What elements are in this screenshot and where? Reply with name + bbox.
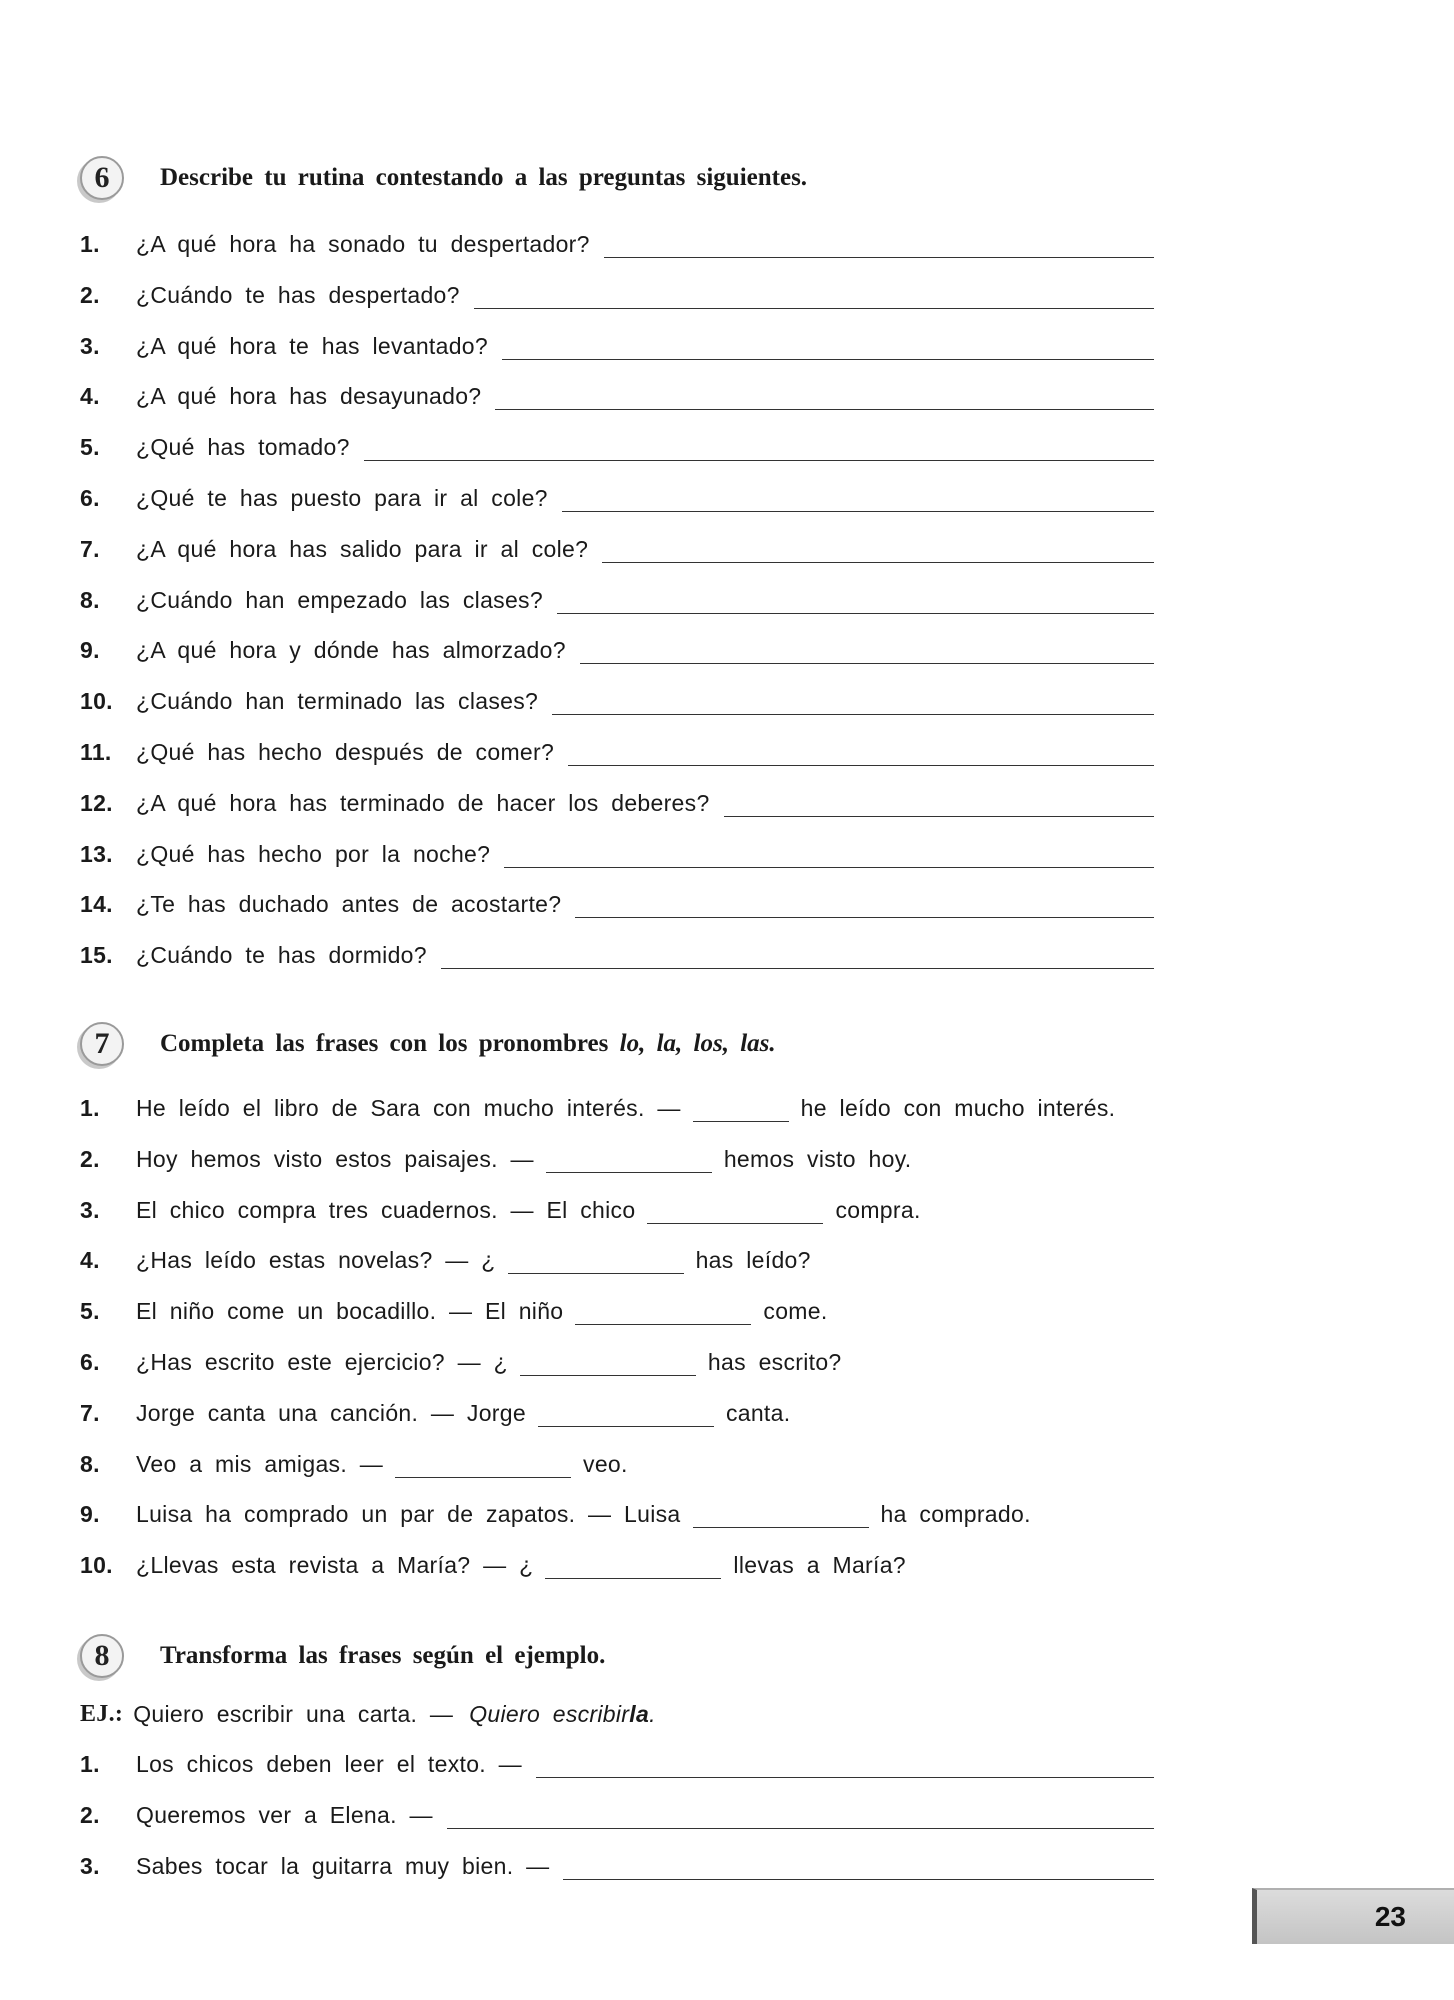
example-text: Quiero escribir una carta. — xyxy=(133,1701,454,1727)
answer-line[interactable] xyxy=(447,1798,1154,1829)
sentence-before: ¿Has leído estas novelas? — ¿ xyxy=(136,1247,496,1274)
answer-line[interactable] xyxy=(504,837,1154,868)
answer-line[interactable] xyxy=(557,583,1154,614)
item-number: 2. xyxy=(80,1145,100,1172)
question-row xyxy=(80,722,1154,766)
exercise-6-title: Describe tu rutina contestando a las preguntas siguientes. xyxy=(160,164,808,191)
question-row xyxy=(80,620,1154,664)
sentence-before: ¿Llevas esta revista a María? — ¿ xyxy=(136,1552,534,1579)
item-number: 15. xyxy=(80,942,113,969)
transform-row xyxy=(80,1836,1154,1880)
fill-blank[interactable] xyxy=(693,1503,869,1528)
sentence-after: compra. xyxy=(835,1196,921,1223)
fill-blank[interactable] xyxy=(575,1300,751,1325)
item-number: 6. xyxy=(80,1349,100,1375)
item-number: 9. xyxy=(80,1501,100,1528)
question-row xyxy=(80,417,1154,461)
sentence-after: has escrito? xyxy=(707,1349,842,1375)
sentence-row xyxy=(80,1484,1154,1528)
item-number: 6. xyxy=(80,485,100,511)
fill-blank[interactable] xyxy=(520,1351,696,1376)
question-text: ¿A qué hora has desayunado? xyxy=(136,383,482,410)
sentence-row xyxy=(80,1180,1154,1224)
question-row xyxy=(80,824,1154,868)
answer-line[interactable] xyxy=(364,430,1154,461)
example-answer-bold: la xyxy=(629,1701,650,1727)
question-row xyxy=(80,925,1154,969)
item-number: 3. xyxy=(80,1852,100,1879)
fill-blank[interactable] xyxy=(395,1453,571,1478)
item-number: 2. xyxy=(80,281,100,308)
question-row xyxy=(80,214,1154,258)
answer-line[interactable] xyxy=(495,379,1154,410)
fill-blank[interactable] xyxy=(538,1402,714,1427)
exercise-8-header xyxy=(80,1632,605,1680)
sentence-before: Hoy hemos visto estos paisajes. — xyxy=(136,1145,534,1172)
page-number-tab xyxy=(1252,1888,1454,1944)
item-number: 12. xyxy=(80,789,113,816)
question-text: ¿Cuándo han terminado las clases? xyxy=(136,688,539,715)
exercise-7-title-pronouns: lo, la, los, las. xyxy=(619,1030,776,1057)
answer-line[interactable] xyxy=(536,1747,1154,1778)
fill-blank[interactable] xyxy=(545,1554,721,1579)
question-row xyxy=(80,773,1154,817)
item-number: 9. xyxy=(80,637,100,664)
question-text: ¿Qué has tomado? xyxy=(136,434,350,461)
question-row xyxy=(80,316,1154,360)
exercise-7-header xyxy=(80,1020,776,1068)
sentence-after: he leído con mucho interés. xyxy=(800,1095,1116,1121)
item-number: 4. xyxy=(80,1247,100,1274)
sentence-before: Luisa ha comprado un par de zapatos. — Luisa xyxy=(136,1501,681,1528)
transform-row xyxy=(80,1785,1154,1829)
sentence-text: Sabes tocar la guitarra muy bien. — xyxy=(136,1852,550,1879)
question-row xyxy=(80,366,1154,410)
sentence-after: llevas a María? xyxy=(733,1552,906,1579)
item-number: 7. xyxy=(80,1399,100,1426)
sentence-before: ¿Has escrito este ejercicio? — ¿ xyxy=(136,1349,508,1375)
sentence-after: veo. xyxy=(583,1450,628,1477)
sentence-row xyxy=(80,1383,1154,1427)
question-row xyxy=(80,519,1154,563)
transform-row xyxy=(80,1734,1154,1778)
item-number: 1. xyxy=(80,1095,100,1121)
sentence-before: He leído el libro de Sara con mucho interés. — xyxy=(136,1095,681,1121)
sentence-text: Los chicos deben leer el texto. — xyxy=(136,1751,522,1777)
answer-line[interactable] xyxy=(724,786,1154,817)
sentence-after: come. xyxy=(763,1298,828,1325)
page-number: 23 xyxy=(1374,1901,1406,1932)
question-row xyxy=(80,468,1154,512)
question-text: ¿A qué hora te has levantado? xyxy=(136,332,488,359)
example-row xyxy=(80,1684,1154,1728)
sentence-before: Veo a mis amigas. — xyxy=(136,1450,384,1477)
item-number: 1. xyxy=(80,231,100,257)
question-text: ¿Qué has hecho después de comer? xyxy=(136,739,555,765)
question-text: ¿Te has duchado antes de acostarte? xyxy=(136,891,562,918)
exercise-7-title xyxy=(160,1030,776,1058)
question-text: ¿Qué te has puesto para ir al cole? xyxy=(136,485,548,511)
sentence-before: Jorge canta una canción. — Jorge xyxy=(136,1399,526,1426)
item-number: 5. xyxy=(80,1298,100,1325)
fill-blank[interactable] xyxy=(647,1199,823,1224)
sentence-after: ha comprado. xyxy=(880,1501,1031,1528)
sentence-row xyxy=(80,1129,1154,1173)
answer-line[interactable] xyxy=(441,938,1154,969)
sentence-before: El chico compra tres cuadernos. — El chico xyxy=(136,1196,636,1223)
sentence-after: hemos visto hoy. xyxy=(723,1145,912,1172)
item-number: 13. xyxy=(80,840,113,867)
item-number: 8. xyxy=(80,586,100,613)
question-text: ¿Cuándo han empezado las clases? xyxy=(136,586,543,613)
example-answer-end: . xyxy=(649,1701,656,1727)
exercise-7-title-text: Completa las frases con los pronombres xyxy=(160,1030,609,1057)
item-number: 3. xyxy=(80,332,100,359)
sentence-row xyxy=(80,1332,1154,1376)
sentence-row xyxy=(80,1230,1154,1274)
item-number: 8. xyxy=(80,1450,100,1477)
question-row xyxy=(80,570,1154,614)
answer-line[interactable] xyxy=(580,633,1154,664)
question-text: ¿Qué has hecho por la noche? xyxy=(136,840,491,867)
fill-blank[interactable] xyxy=(508,1249,684,1274)
exercise-8-title: Transforma las frases según el ejemplo. xyxy=(160,1642,606,1669)
item-number: 2. xyxy=(80,1801,100,1828)
sentence-row xyxy=(80,1078,1154,1122)
answer-line[interactable] xyxy=(474,278,1154,309)
item-number: 10. xyxy=(80,688,113,715)
sentence-after: has leído? xyxy=(695,1247,811,1274)
answer-line[interactable] xyxy=(562,481,1154,512)
sentence-text: Queremos ver a Elena. — xyxy=(136,1801,433,1828)
sentence-row xyxy=(80,1434,1154,1478)
question-text: ¿A qué hora has salido para ir al cole? xyxy=(136,535,589,562)
exercise-number-badge: 8 xyxy=(80,1634,124,1678)
sentence-row xyxy=(80,1535,1154,1579)
answer-line[interactable] xyxy=(575,887,1154,918)
item-number: 4. xyxy=(80,383,100,410)
fill-blank[interactable] xyxy=(546,1148,712,1173)
sentence-row xyxy=(80,1281,1154,1325)
exercise-number-badge: 7 xyxy=(80,1022,124,1066)
exercise-6-header xyxy=(80,154,807,202)
answer-line[interactable] xyxy=(604,227,1154,258)
question-text: ¿Cuándo te has dormido? xyxy=(136,942,427,969)
example-answer xyxy=(469,1701,656,1728)
item-number: 10. xyxy=(80,1552,113,1579)
item-number: 5. xyxy=(80,434,100,461)
exercise-number-badge: 6 xyxy=(80,156,124,200)
example-answer-plain: Quiero escribir xyxy=(469,1701,630,1727)
question-text: ¿A qué hora y dónde has almorzado? xyxy=(136,637,566,664)
sentence-before: El niño come un bocadillo. — El niño xyxy=(136,1298,564,1325)
sentence-after: canta. xyxy=(725,1399,791,1426)
question-text: ¿A qué hora has terminado de hacer los deberes? xyxy=(136,789,710,816)
fill-blank[interactable] xyxy=(693,1097,789,1122)
question-row xyxy=(80,671,1154,715)
question-text: ¿Cuándo te has despertado? xyxy=(136,281,460,308)
item-number: 11. xyxy=(80,739,112,765)
item-number: 14. xyxy=(80,891,113,918)
item-number: 7. xyxy=(80,535,100,562)
answer-line[interactable] xyxy=(502,329,1154,360)
answer-line[interactable] xyxy=(552,684,1154,715)
item-number: 3. xyxy=(80,1196,100,1223)
item-number: 1. xyxy=(80,1751,100,1777)
answer-line[interactable] xyxy=(602,532,1154,563)
question-text: ¿A qué hora ha sonado tu despertador? xyxy=(136,231,590,257)
question-row xyxy=(80,265,1154,309)
question-row xyxy=(80,874,1154,918)
example-label: EJ.: xyxy=(80,1701,124,1727)
answer-line[interactable] xyxy=(568,735,1154,766)
answer-line[interactable] xyxy=(563,1849,1154,1880)
